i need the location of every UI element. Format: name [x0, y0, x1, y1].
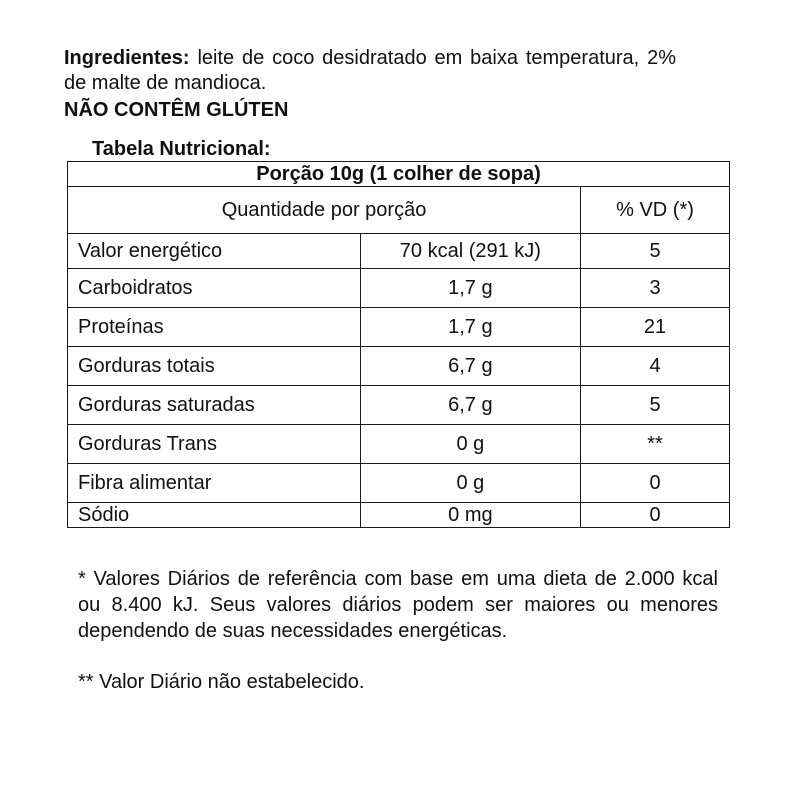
ingredients-label: Ingredientes: [64, 47, 190, 69]
nutrient-vd: 0 [581, 503, 730, 528]
nutrient-quantity: 1,7 g [360, 308, 580, 347]
table-row [68, 464, 730, 503]
nutrition-table [67, 161, 730, 528]
nutrient-vd: 5 [581, 386, 730, 425]
header-quantity: Quantidade por porção [68, 187, 581, 234]
nutrient-name: Carboidratos [68, 269, 361, 308]
nutrient-vd: 0 [581, 464, 730, 503]
table-row [68, 234, 730, 269]
table-row [68, 308, 730, 347]
portion-row [68, 162, 730, 187]
nutrient-quantity: 0 mg [360, 503, 580, 528]
nutrient-vd: 5 [581, 234, 730, 269]
daily-values-footnote: * Valores Diários de referência com base em uma dieta de 2.000 kcal ou 8.400 kJ. Seus valores diários podem ser maiores ou menores dependendo de suas necessidades energéticas. [78, 568, 718, 642]
nutrient-name: Fibra alimentar [68, 464, 361, 503]
not-established-footnote: ** Valor Diário não estabelecido. [78, 671, 365, 693]
table-row [68, 347, 730, 386]
table-row [68, 269, 730, 308]
nutrient-quantity: 0 g [360, 464, 580, 503]
gluten-notice: NÃO CONTÊM GLÚTEN [64, 99, 289, 121]
nutrient-quantity: 70 kcal (291 kJ) [360, 234, 580, 269]
nutrient-vd: 4 [581, 347, 730, 386]
nutrient-name: Gorduras totais [68, 347, 361, 386]
table-row [68, 425, 730, 464]
nutrient-name: Valor energético [68, 234, 361, 269]
nutrient-vd: ** [581, 425, 730, 464]
nutrition-table-title: Tabela Nutricional: [92, 138, 271, 160]
nutrient-quantity: 6,7 g [360, 347, 580, 386]
ingredients-text [64, 46, 676, 96]
nutrient-quantity: 6,7 g [360, 386, 580, 425]
header-vd: % VD (*) [581, 187, 730, 234]
nutrient-name: Sódio [68, 503, 361, 528]
nutrient-quantity: 1,7 g [360, 269, 580, 308]
ingredients-list: leite de coco desidratado em baixa temperatura, 2% de malte de mandioca. [64, 47, 676, 94]
nutrient-name: Gorduras Trans [68, 425, 361, 464]
table-row [68, 386, 730, 425]
nutrient-vd: 21 [581, 308, 730, 347]
portion-size: Porção 10g (1 colher de sopa) [68, 162, 730, 187]
nutrient-name: Proteínas [68, 308, 361, 347]
table-row [68, 503, 730, 528]
nutrient-quantity: 0 g [360, 425, 580, 464]
nutrient-name: Gorduras saturadas [68, 386, 361, 425]
header-row [68, 187, 730, 234]
nutrient-vd: 3 [581, 269, 730, 308]
